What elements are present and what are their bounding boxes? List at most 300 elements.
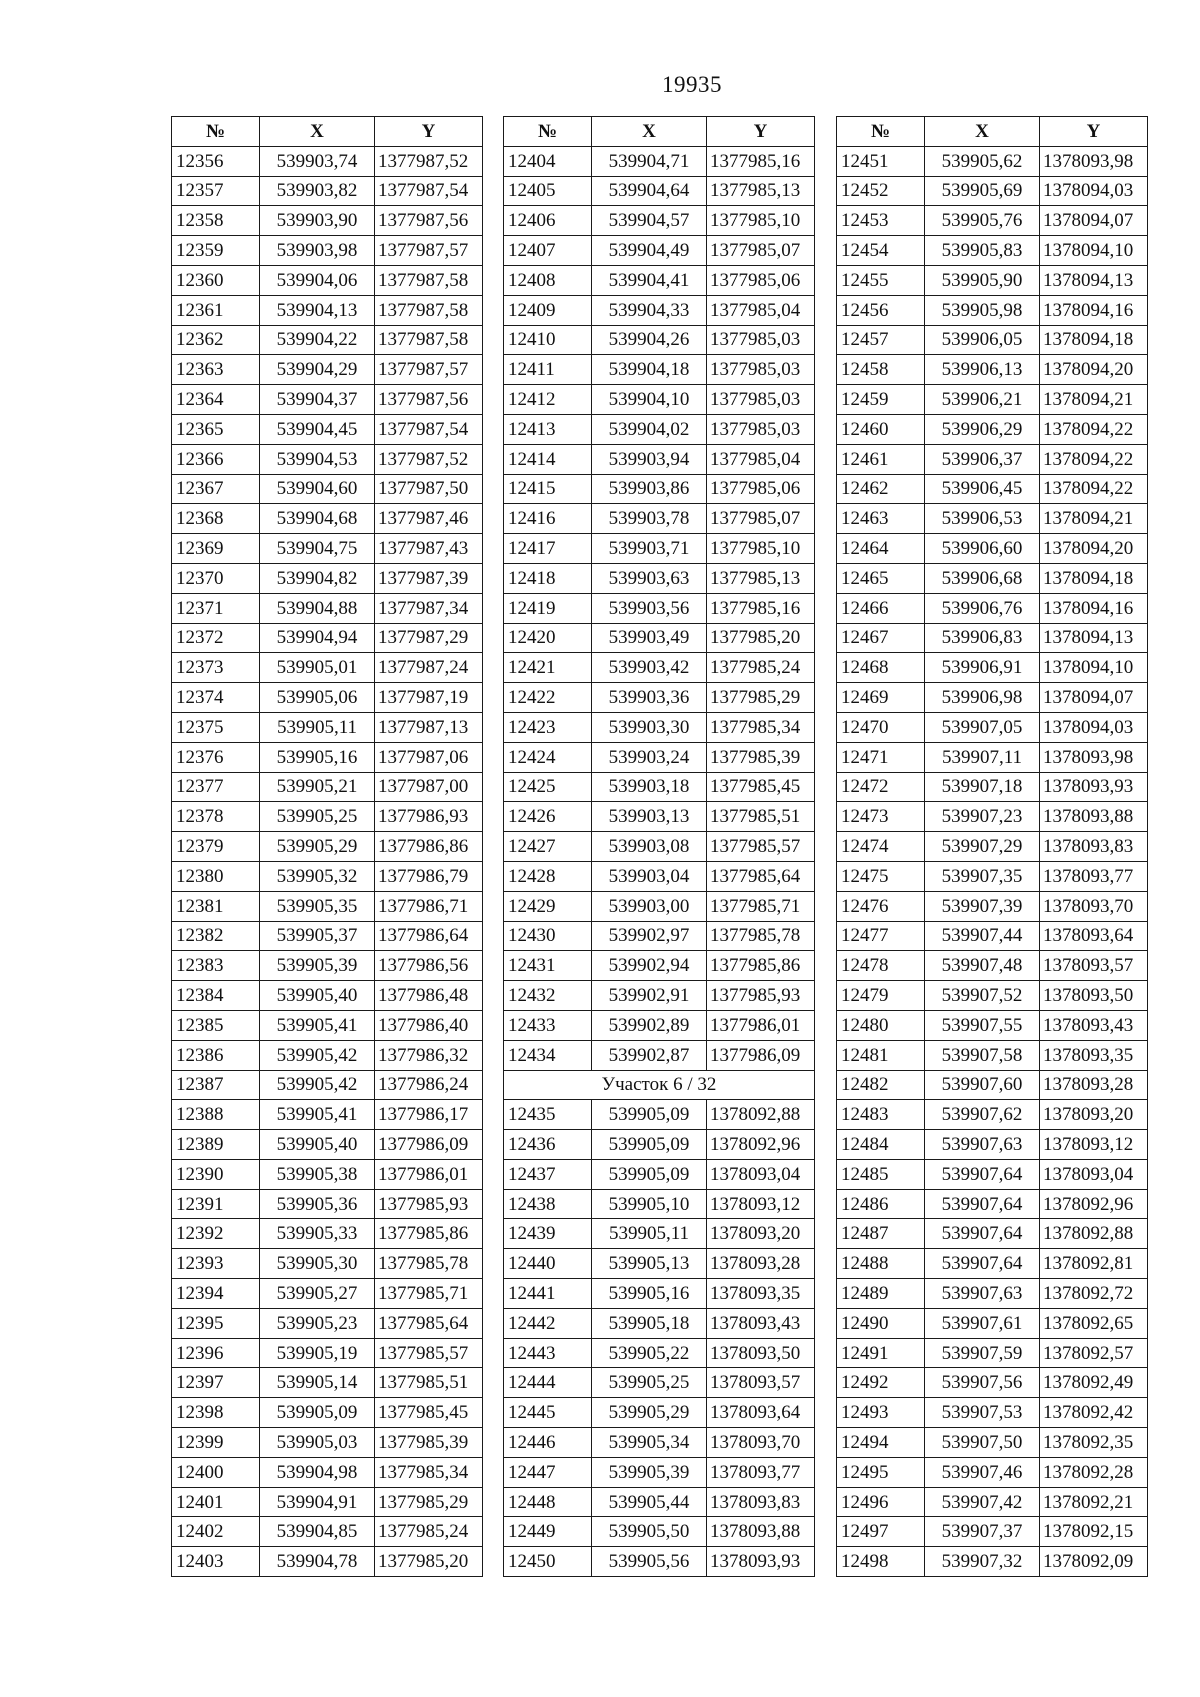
- y-coordinate-cell: 1377985,93: [375, 1189, 483, 1219]
- point-number-cell: 12421: [504, 653, 592, 683]
- y-coordinate-cell: 1377987,57: [375, 355, 483, 385]
- x-coordinate-cell: 539905,09: [592, 1159, 707, 1189]
- x-coordinate-cell: 539904,94: [260, 623, 375, 653]
- point-number-cell: 12408: [504, 265, 592, 295]
- x-coordinate-cell: 539904,64: [592, 176, 707, 206]
- point-number-cell: 12498: [837, 1547, 925, 1577]
- table-row: [504, 1368, 815, 1398]
- y-coordinate-cell: 1377985,20: [707, 623, 815, 653]
- y-coordinate-cell: 1377987,52: [375, 146, 483, 176]
- point-number-cell: 12486: [837, 1189, 925, 1219]
- table-row: [172, 1070, 483, 1100]
- x-coordinate-cell: 539904,06: [260, 265, 375, 295]
- y-coordinate-cell: 1377986,40: [375, 1010, 483, 1040]
- x-coordinate-cell: 539907,11: [925, 742, 1040, 772]
- table-row: [837, 295, 1148, 325]
- y-coordinate-cell: 1378094,13: [1040, 623, 1148, 653]
- point-number-cell: 12384: [172, 981, 260, 1011]
- y-coordinate-cell: 1377986,79: [375, 861, 483, 891]
- point-number-cell: 12373: [172, 653, 260, 683]
- y-coordinate-cell: 1377986,86: [375, 832, 483, 862]
- point-number-cell: 12365: [172, 414, 260, 444]
- x-coordinate-cell: 539906,21: [925, 385, 1040, 415]
- point-number-cell: 12484: [837, 1130, 925, 1160]
- table-row: [504, 1487, 815, 1517]
- x-coordinate-cell: 539907,63: [925, 1130, 1040, 1160]
- table-row: [172, 1040, 483, 1070]
- y-coordinate-cell: 1377985,06: [707, 265, 815, 295]
- table-row: [837, 1398, 1148, 1428]
- y-coordinate-cell: 1378093,12: [1040, 1130, 1148, 1160]
- table-row: [837, 1487, 1148, 1517]
- table-row: [504, 236, 815, 266]
- point-number-cell: 12400: [172, 1457, 260, 1487]
- x-coordinate-cell: 539907,42: [925, 1487, 1040, 1517]
- point-number-cell: 12376: [172, 742, 260, 772]
- point-number-cell: 12450: [504, 1547, 592, 1577]
- header-y: Y: [375, 117, 483, 147]
- y-coordinate-cell: 1377985,45: [707, 772, 815, 802]
- point-number-cell: 12370: [172, 563, 260, 593]
- point-number-cell: 12429: [504, 891, 592, 921]
- point-number-cell: 12488: [837, 1249, 925, 1279]
- point-number-cell: 12368: [172, 504, 260, 534]
- y-coordinate-cell: 1377985,71: [707, 891, 815, 921]
- x-coordinate-cell: 539907,64: [925, 1219, 1040, 1249]
- x-coordinate-cell: 539905,33: [260, 1219, 375, 1249]
- x-coordinate-cell: 539907,50: [925, 1428, 1040, 1458]
- table-row: [504, 1040, 815, 1070]
- point-number-cell: 12465: [837, 563, 925, 593]
- y-coordinate-cell: 1377985,20: [375, 1547, 483, 1577]
- table-row: [837, 1547, 1148, 1577]
- table-row: [172, 1428, 483, 1458]
- x-coordinate-cell: 539905,41: [260, 1010, 375, 1040]
- table-row: [504, 355, 815, 385]
- y-coordinate-cell: 1377985,93: [707, 981, 815, 1011]
- point-number-cell: 12388: [172, 1100, 260, 1130]
- table-row: [172, 1457, 483, 1487]
- y-coordinate-cell: 1378092,81: [1040, 1249, 1148, 1279]
- table-row: [504, 265, 815, 295]
- x-coordinate-cell: 539904,53: [260, 444, 375, 474]
- point-number-cell: 12432: [504, 981, 592, 1011]
- table-row: [837, 1219, 1148, 1249]
- point-number-cell: 12387: [172, 1070, 260, 1100]
- point-number-cell: 12414: [504, 444, 592, 474]
- x-coordinate-cell: 539905,21: [260, 772, 375, 802]
- point-number-cell: 12463: [837, 504, 925, 534]
- point-number-cell: 12438: [504, 1189, 592, 1219]
- y-coordinate-cell: 1377987,24: [375, 653, 483, 683]
- table-row: [837, 474, 1148, 504]
- x-coordinate-cell: 539903,24: [592, 742, 707, 772]
- y-coordinate-cell: 1378094,22: [1040, 444, 1148, 474]
- x-coordinate-cell: 539903,74: [260, 146, 375, 176]
- table-row: [504, 891, 815, 921]
- table-row: [172, 236, 483, 266]
- y-coordinate-cell: 1378093,43: [707, 1308, 815, 1338]
- y-coordinate-cell: 1377985,45: [375, 1398, 483, 1428]
- table-row: [837, 981, 1148, 1011]
- y-coordinate-cell: 1377985,57: [707, 832, 815, 862]
- table-row: [504, 414, 815, 444]
- y-coordinate-cell: 1377986,17: [375, 1100, 483, 1130]
- point-number-cell: 12485: [837, 1159, 925, 1189]
- table-row: [837, 444, 1148, 474]
- point-number-cell: 12358: [172, 206, 260, 236]
- table-row: [172, 593, 483, 623]
- x-coordinate-cell: 539906,53: [925, 504, 1040, 534]
- x-coordinate-cell: 539904,82: [260, 563, 375, 593]
- y-coordinate-cell: 1378093,20: [707, 1219, 815, 1249]
- point-number-cell: 12493: [837, 1398, 925, 1428]
- point-number-cell: 12495: [837, 1457, 925, 1487]
- x-coordinate-cell: 539904,57: [592, 206, 707, 236]
- table-row: [837, 683, 1148, 713]
- table-row: [172, 1308, 483, 1338]
- x-coordinate-cell: 539903,00: [592, 891, 707, 921]
- table-row: [504, 444, 815, 474]
- point-number-cell: 12404: [504, 146, 592, 176]
- point-number-cell: 12449: [504, 1517, 592, 1547]
- y-coordinate-cell: 1377985,24: [707, 653, 815, 683]
- table-row: [504, 1100, 815, 1130]
- point-number-cell: 12381: [172, 891, 260, 921]
- x-coordinate-cell: 539904,10: [592, 385, 707, 415]
- header-x: X: [592, 117, 707, 147]
- x-coordinate-cell: 539905,16: [260, 742, 375, 772]
- header-y: Y: [1040, 117, 1148, 147]
- table-row: [837, 355, 1148, 385]
- x-coordinate-cell: 539903,90: [260, 206, 375, 236]
- point-number-cell: 12362: [172, 325, 260, 355]
- coordinates-table-3: [836, 116, 1148, 1577]
- table-row: [837, 325, 1148, 355]
- point-number-cell: 12448: [504, 1487, 592, 1517]
- x-coordinate-cell: 539907,48: [925, 951, 1040, 981]
- point-number-cell: 12476: [837, 891, 925, 921]
- point-number-cell: 12489: [837, 1279, 925, 1309]
- y-coordinate-cell: 1377985,34: [375, 1457, 483, 1487]
- y-coordinate-cell: 1378094,10: [1040, 653, 1148, 683]
- x-coordinate-cell: 539907,23: [925, 802, 1040, 832]
- y-coordinate-cell: 1378093,98: [1040, 742, 1148, 772]
- table-row: [504, 1398, 815, 1428]
- table-row: [172, 444, 483, 474]
- table-row: [172, 861, 483, 891]
- x-coordinate-cell: 539907,35: [925, 861, 1040, 891]
- x-coordinate-cell: 539905,41: [260, 1100, 375, 1130]
- x-coordinate-cell: 539905,25: [592, 1368, 707, 1398]
- table-row: [172, 742, 483, 772]
- table-row: [837, 1517, 1148, 1547]
- point-number-cell: 12492: [837, 1368, 925, 1398]
- x-coordinate-cell: 539904,22: [260, 325, 375, 355]
- table-row: [172, 325, 483, 355]
- x-coordinate-cell: 539907,64: [925, 1189, 1040, 1219]
- table-row: [504, 981, 815, 1011]
- point-number-cell: 12427: [504, 832, 592, 862]
- x-coordinate-cell: 539903,04: [592, 861, 707, 891]
- x-coordinate-cell: 539905,27: [260, 1279, 375, 1309]
- x-coordinate-cell: 539904,29: [260, 355, 375, 385]
- x-coordinate-cell: 539905,69: [925, 176, 1040, 206]
- y-coordinate-cell: 1377985,29: [707, 683, 815, 713]
- point-number-cell: 12453: [837, 206, 925, 236]
- x-coordinate-cell: 539904,41: [592, 265, 707, 295]
- y-coordinate-cell: 1377985,71: [375, 1279, 483, 1309]
- y-coordinate-cell: 1378093,35: [707, 1279, 815, 1309]
- y-coordinate-cell: 1377987,58: [375, 295, 483, 325]
- section-row: [504, 1070, 815, 1100]
- y-coordinate-cell: 1378094,07: [1040, 206, 1148, 236]
- y-coordinate-cell: 1377985,34: [707, 712, 815, 742]
- x-coordinate-cell: 539903,78: [592, 504, 707, 534]
- point-number-cell: 12473: [837, 802, 925, 832]
- point-number-cell: 12490: [837, 1308, 925, 1338]
- table-row: [504, 623, 815, 653]
- x-coordinate-cell: 539905,32: [260, 861, 375, 891]
- point-number-cell: 12367: [172, 474, 260, 504]
- table-row: [504, 176, 815, 206]
- table-row: [504, 295, 815, 325]
- table-row: [837, 1279, 1148, 1309]
- table-row: [172, 206, 483, 236]
- y-coordinate-cell: 1377985,78: [707, 921, 815, 951]
- table-row: [172, 414, 483, 444]
- point-number-cell: 12418: [504, 563, 592, 593]
- y-coordinate-cell: 1377987,52: [375, 444, 483, 474]
- x-coordinate-cell: 539907,37: [925, 1517, 1040, 1547]
- x-coordinate-cell: 539904,91: [260, 1487, 375, 1517]
- y-coordinate-cell: 1377985,13: [707, 176, 815, 206]
- y-coordinate-cell: 1377985,04: [707, 295, 815, 325]
- y-coordinate-cell: 1378093,64: [1040, 921, 1148, 951]
- point-number-cell: 12378: [172, 802, 260, 832]
- y-coordinate-cell: 1377985,16: [707, 146, 815, 176]
- table-row: [172, 146, 483, 176]
- point-number-cell: 12397: [172, 1368, 260, 1398]
- x-coordinate-cell: 539905,29: [592, 1398, 707, 1428]
- table-row: [504, 832, 815, 862]
- x-coordinate-cell: 539905,19: [260, 1338, 375, 1368]
- y-coordinate-cell: 1377987,46: [375, 504, 483, 534]
- table-row: [172, 1010, 483, 1040]
- point-number-cell: 12477: [837, 921, 925, 951]
- table-row: [837, 832, 1148, 862]
- point-number-cell: 12423: [504, 712, 592, 742]
- x-coordinate-cell: 539907,64: [925, 1159, 1040, 1189]
- table-row: [837, 1249, 1148, 1279]
- table-row: [504, 1189, 815, 1219]
- x-coordinate-cell: 539904,78: [260, 1547, 375, 1577]
- x-coordinate-cell: 539907,32: [925, 1547, 1040, 1577]
- y-coordinate-cell: 1378094,20: [1040, 355, 1148, 385]
- x-coordinate-cell: 539905,09: [260, 1398, 375, 1428]
- y-coordinate-cell: 1378092,72: [1040, 1279, 1148, 1309]
- x-coordinate-cell: 539903,30: [592, 712, 707, 742]
- x-coordinate-cell: 539905,56: [592, 1547, 707, 1577]
- x-coordinate-cell: 539906,13: [925, 355, 1040, 385]
- x-coordinate-cell: 539903,82: [260, 176, 375, 206]
- table-row: [172, 1398, 483, 1428]
- point-number-cell: 12383: [172, 951, 260, 981]
- x-coordinate-cell: 539906,05: [925, 325, 1040, 355]
- x-coordinate-cell: 539907,18: [925, 772, 1040, 802]
- table-row: [837, 1040, 1148, 1070]
- point-number-cell: 12410: [504, 325, 592, 355]
- x-coordinate-cell: 539906,91: [925, 653, 1040, 683]
- x-coordinate-cell: 539905,22: [592, 1338, 707, 1368]
- y-coordinate-cell: 1377986,32: [375, 1040, 483, 1070]
- y-coordinate-cell: 1377987,19: [375, 683, 483, 713]
- table-row: [504, 951, 815, 981]
- x-coordinate-cell: 539906,60: [925, 534, 1040, 564]
- y-coordinate-cell: 1377987,00: [375, 772, 483, 802]
- x-coordinate-cell: 539905,39: [260, 951, 375, 981]
- table-row: [837, 861, 1148, 891]
- x-coordinate-cell: 539904,49: [592, 236, 707, 266]
- y-coordinate-cell: 1377985,03: [707, 385, 815, 415]
- x-coordinate-cell: 539904,45: [260, 414, 375, 444]
- x-coordinate-cell: 539905,42: [260, 1040, 375, 1070]
- table-row: [504, 563, 815, 593]
- x-coordinate-cell: 539902,91: [592, 981, 707, 1011]
- y-coordinate-cell: 1378094,22: [1040, 414, 1148, 444]
- table-row: [837, 385, 1148, 415]
- point-number-cell: 12398: [172, 1398, 260, 1428]
- table-row: [172, 1130, 483, 1160]
- y-coordinate-cell: 1377985,39: [375, 1428, 483, 1458]
- y-coordinate-cell: 1378092,35: [1040, 1428, 1148, 1458]
- y-coordinate-cell: 1378092,96: [1040, 1189, 1148, 1219]
- y-coordinate-cell: 1378093,20: [1040, 1100, 1148, 1130]
- point-number-cell: 12430: [504, 921, 592, 951]
- point-number-cell: 12452: [837, 176, 925, 206]
- y-coordinate-cell: 1378092,65: [1040, 1308, 1148, 1338]
- x-coordinate-cell: 539905,38: [260, 1159, 375, 1189]
- x-coordinate-cell: 539905,42: [260, 1070, 375, 1100]
- x-coordinate-cell: 539906,98: [925, 683, 1040, 713]
- x-coordinate-cell: 539904,71: [592, 146, 707, 176]
- point-number-cell: 12357: [172, 176, 260, 206]
- y-coordinate-cell: 1378092,88: [707, 1100, 815, 1130]
- x-coordinate-cell: 539904,13: [260, 295, 375, 325]
- table-row: [837, 1100, 1148, 1130]
- y-coordinate-cell: 1378094,16: [1040, 593, 1148, 623]
- y-coordinate-cell: 1378093,70: [1040, 891, 1148, 921]
- table-row: [504, 325, 815, 355]
- x-coordinate-cell: 539905,09: [592, 1100, 707, 1130]
- y-coordinate-cell: 1377987,54: [375, 176, 483, 206]
- y-coordinate-cell: 1378093,93: [707, 1547, 815, 1577]
- x-coordinate-cell: 539907,61: [925, 1308, 1040, 1338]
- header-x: X: [925, 117, 1040, 147]
- y-coordinate-cell: 1377987,58: [375, 265, 483, 295]
- point-number-cell: 12385: [172, 1010, 260, 1040]
- x-coordinate-cell: 539904,37: [260, 385, 375, 415]
- point-number-cell: 12359: [172, 236, 260, 266]
- table-row: [172, 623, 483, 653]
- y-coordinate-cell: 1377986,09: [707, 1040, 815, 1070]
- x-coordinate-cell: 539907,44: [925, 921, 1040, 951]
- x-coordinate-cell: 539907,29: [925, 832, 1040, 862]
- point-number-cell: 12461: [837, 444, 925, 474]
- point-number-cell: 12377: [172, 772, 260, 802]
- table-row: [172, 385, 483, 415]
- point-number-cell: 12442: [504, 1308, 592, 1338]
- y-coordinate-cell: 1378093,12: [707, 1189, 815, 1219]
- table-row: [837, 206, 1148, 236]
- y-coordinate-cell: 1378093,93: [1040, 772, 1148, 802]
- x-coordinate-cell: 539907,46: [925, 1457, 1040, 1487]
- x-coordinate-cell: 539904,26: [592, 325, 707, 355]
- y-coordinate-cell: 1377986,93: [375, 802, 483, 832]
- y-coordinate-cell: 1377987,13: [375, 712, 483, 742]
- y-coordinate-cell: 1378094,20: [1040, 534, 1148, 564]
- y-coordinate-cell: 1377985,64: [707, 861, 815, 891]
- x-coordinate-cell: 539905,16: [592, 1279, 707, 1309]
- y-coordinate-cell: 1377985,78: [375, 1249, 483, 1279]
- x-coordinate-cell: 539904,68: [260, 504, 375, 534]
- point-number-cell: 12457: [837, 325, 925, 355]
- x-coordinate-cell: 539903,13: [592, 802, 707, 832]
- x-coordinate-cell: 539905,06: [260, 683, 375, 713]
- y-coordinate-cell: 1377985,64: [375, 1308, 483, 1338]
- table-row: [837, 593, 1148, 623]
- x-coordinate-cell: 539902,87: [592, 1040, 707, 1070]
- x-coordinate-cell: 539904,33: [592, 295, 707, 325]
- table-row: [504, 1279, 815, 1309]
- point-number-cell: 12479: [837, 981, 925, 1011]
- x-coordinate-cell: 539904,75: [260, 534, 375, 564]
- point-number-cell: 12361: [172, 295, 260, 325]
- y-coordinate-cell: 1377986,71: [375, 891, 483, 921]
- point-number-cell: 12435: [504, 1100, 592, 1130]
- y-coordinate-cell: 1378093,28: [1040, 1070, 1148, 1100]
- table-row: [172, 921, 483, 951]
- point-number-cell: 12437: [504, 1159, 592, 1189]
- table-row: [172, 1159, 483, 1189]
- x-coordinate-cell: 539903,71: [592, 534, 707, 564]
- y-coordinate-cell: 1378093,88: [1040, 802, 1148, 832]
- table-row: [837, 146, 1148, 176]
- table-row: [172, 1368, 483, 1398]
- table-row: [172, 1547, 483, 1577]
- x-coordinate-cell: 539905,01: [260, 653, 375, 683]
- y-coordinate-cell: 1377986,64: [375, 921, 483, 951]
- y-coordinate-cell: 1377986,01: [375, 1159, 483, 1189]
- y-coordinate-cell: 1378093,98: [1040, 146, 1148, 176]
- x-coordinate-cell: 539905,40: [260, 1130, 375, 1160]
- header-row: [837, 117, 1148, 147]
- point-number-cell: 12478: [837, 951, 925, 981]
- table-row: [837, 742, 1148, 772]
- y-coordinate-cell: 1378092,21: [1040, 1487, 1148, 1517]
- table-row: [837, 1428, 1148, 1458]
- y-coordinate-cell: 1377985,24: [375, 1517, 483, 1547]
- point-number-cell: 12468: [837, 653, 925, 683]
- x-coordinate-cell: 539903,63: [592, 563, 707, 593]
- y-coordinate-cell: 1377985,10: [707, 534, 815, 564]
- table-row: [504, 504, 815, 534]
- x-coordinate-cell: 539903,94: [592, 444, 707, 474]
- y-coordinate-cell: 1377985,13: [707, 563, 815, 593]
- y-coordinate-cell: 1377985,86: [707, 951, 815, 981]
- x-coordinate-cell: 539905,62: [925, 146, 1040, 176]
- x-coordinate-cell: 539905,11: [592, 1219, 707, 1249]
